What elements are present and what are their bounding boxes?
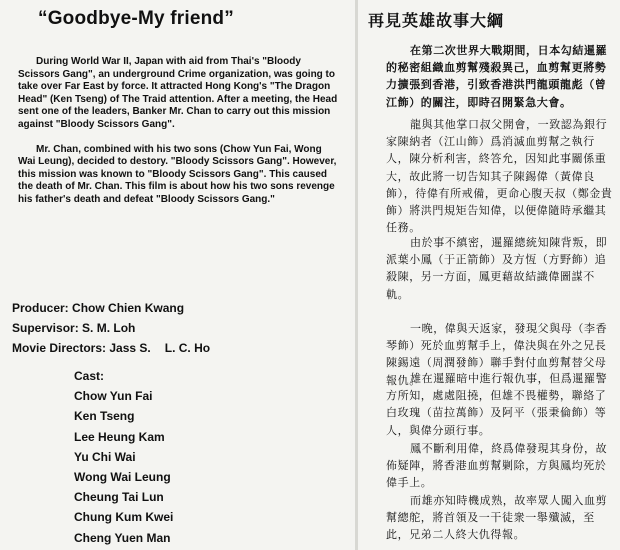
credit-label: Movie Directors:: [12, 341, 107, 355]
english-title: “Goodbye-My friend”: [38, 8, 234, 29]
credit-value: Jass S.: [109, 341, 151, 355]
chinese-paragraph-6: 鳳不斷利用偉，終爲偉發現其身份，故佈疑陣，將香港血剪幫剿除，方與鳳均死於偉手上。: [386, 442, 608, 490]
credit-supervisor: [12, 318, 342, 338]
column-divider: [355, 0, 358, 550]
credit-value-2: L. C. Ho: [164, 341, 211, 355]
synopsis-paragraph-1: During World War II, Japan with aid from Thai's "Bloody Scissors Gang", an underground Crime organization, was going to take over Far East by force. It attracted Hong Kong's "The Dragon Head" (Ken Tseng) of The Traid attention. After a meeting, the Head sent one of the leaders, Banker Mr. Chan to carry out this mission against "Bloody Scissors Gang".: [18, 56, 338, 130]
credit-value: Chow Chien Kwang: [72, 301, 185, 315]
credit-label: Supervisor:: [12, 321, 79, 335]
chinese-paragraph-5: 雄在暹羅暗中進行報仇事，但爲暹羅警方所知，處處阻撓，但雄不畏權勢，聯絡了白玫瑰（苗拉萬飾）及阿平（張秉倫飾）等人，與偉分頭行事。: [386, 372, 608, 437]
chinese-paragraph-2: 龍與其他掌口叔父開會，一致認為銀行家陳納者（江山飾）爲消滅血剪幫之執行人，陳分析利害，終答允，因知此事關係重大，故此將一切告知其子陳錫偉（黃偉良飾），待偉有所戒備，更命心腹天叔（鄭金貴飾）將洪門規矩告知偉，以便偉隨時承繼其任務。: [386, 118, 613, 235]
synopsis-paragraph-2: Mr. Chan, combined with his two sons (Chow Yun Fai, Wong Wai Leung), decided to destory. "Bloody Scissors Gang". However, this mission was known to "Bloody Scissors Gang". This caused the death of Mr. Chan. This film is about how his two sons revenge his father's death and defeat "Bloody Scissors Gang.": [18, 143, 337, 205]
cast-name: Cheng Yuen Man: [74, 530, 171, 545]
credit-directors: [12, 338, 342, 358]
chinese-paragraph-1: 在第二次世界大戰期間，日本勾結暹羅的秘密組織血剪幫殘殺異己，血剪幫更將勢力擴張到香港，引致香港洪門龍頭龍彪（曾江飾）的關注，即時召開緊急大會。: [386, 44, 608, 109]
credit-value: S. M. Loh: [82, 321, 136, 335]
cast-name: Wong Wai Leung: [74, 470, 171, 485]
chinese-paragraph-7: 而雄亦知時機成熟，故率眾人闖入血剪幫總舵，將首領及一干徒衆一舉殲滅，至此，兄弟二人終大仇得報。: [386, 494, 608, 542]
chinese-paragraph-3: 由於事不縝密，暹羅總統知陳背叛，即派葉小鳳（于正箭飾）及方恆（方野飾）追殺陳，另一方面，鳳更藉故結識偉圖謀不軌。: [386, 236, 608, 301]
credit-label: Producer:: [12, 301, 69, 315]
cast-name: Chung Kum Kwei: [74, 510, 174, 525]
chinese-title: 再見英雄故事大綱: [368, 11, 505, 30]
cast-name: Ken Tseng: [74, 409, 135, 424]
cast-name: Lee Heung Kam: [74, 429, 165, 444]
cast-list: [74, 366, 274, 548]
credits: [12, 298, 342, 358]
cast-heading: Cast:: [74, 369, 105, 383]
chinese-paragraph-4: 一晚，偉與天返家，發現父與母（李香琴飾）死於血剪幫手上，偉決與在外之兄長陳錫遠（周潤發飾）聯手對付血剪幫替父母報仇。: [386, 322, 608, 387]
english-synopsis: [18, 56, 338, 207]
cast-name: Cheung Tai Lun: [74, 490, 164, 505]
cast-name: Chow Yun Fai: [74, 389, 153, 404]
credit-producer: [12, 298, 342, 318]
cast-name: Yu Chi Wai: [74, 449, 136, 464]
